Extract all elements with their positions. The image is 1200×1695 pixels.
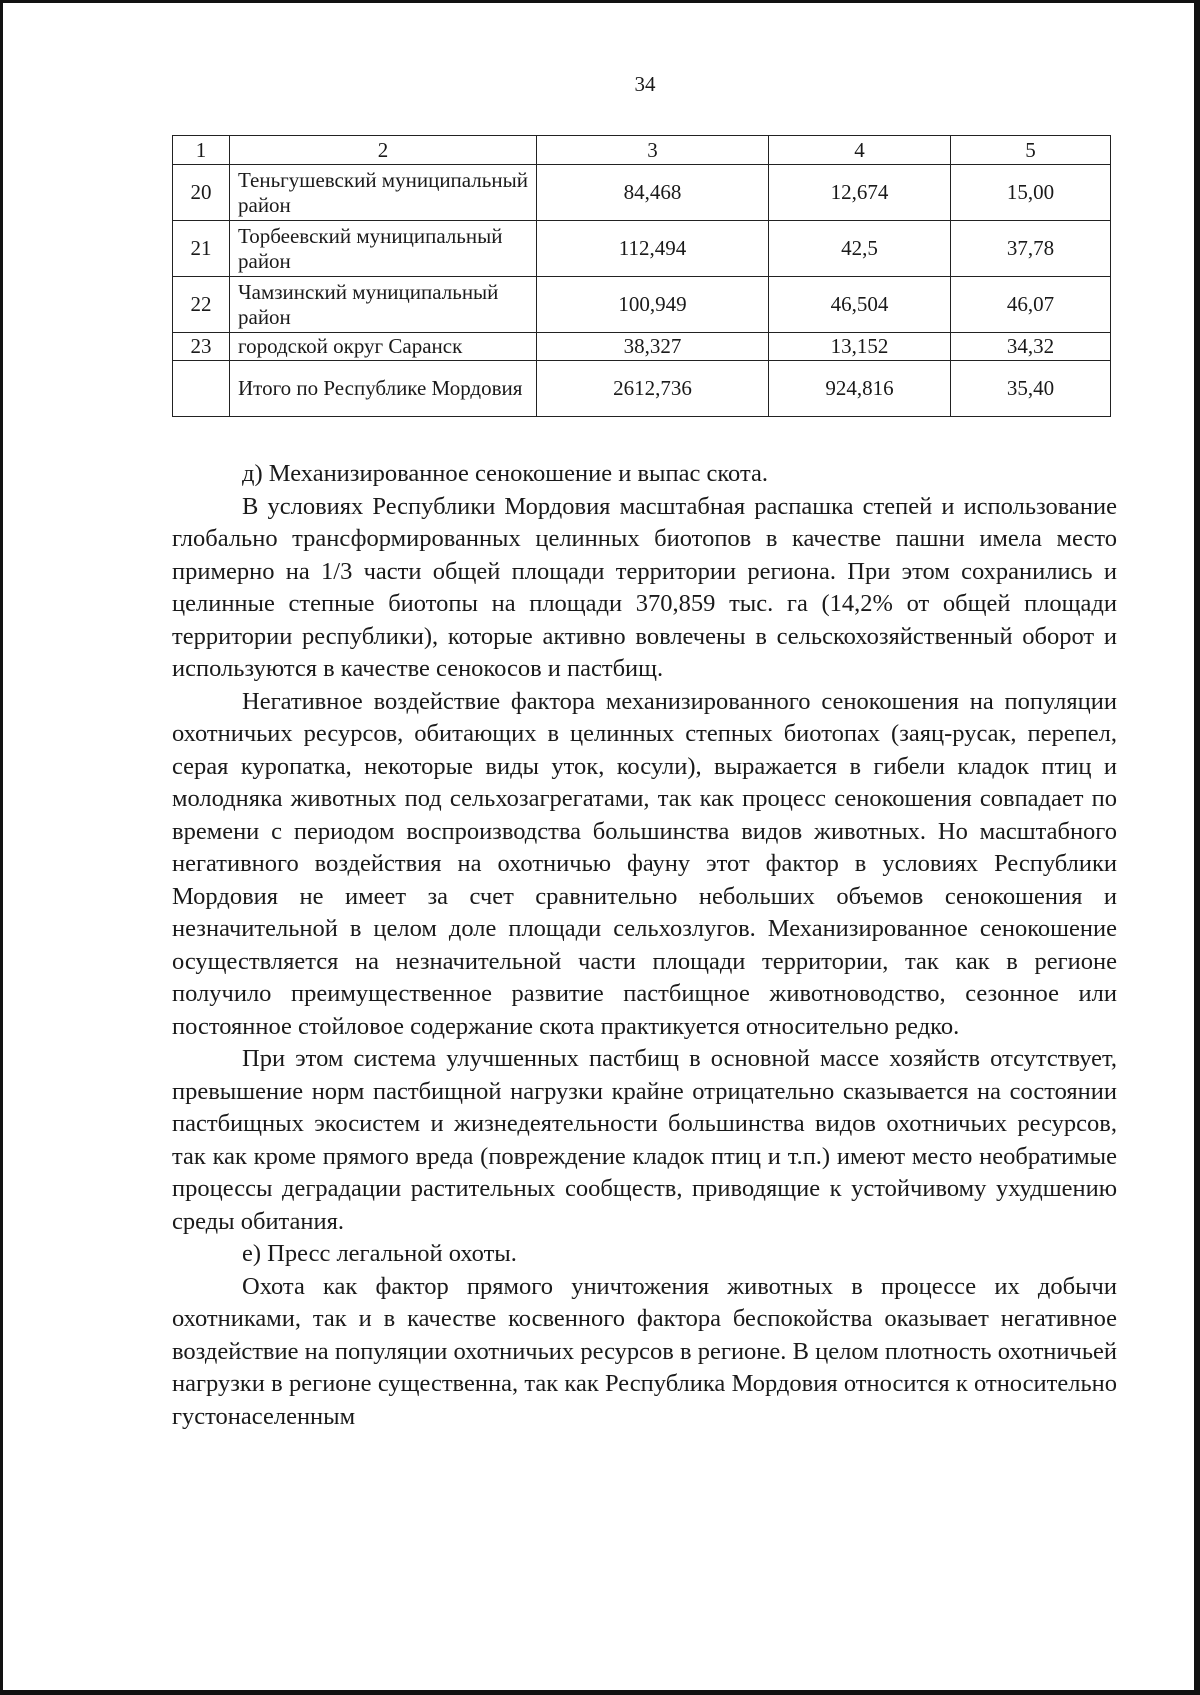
cell-col3: 112,494	[537, 221, 769, 277]
section-heading: е) Пресс легальной охоты.	[242, 1240, 517, 1267]
cell-col5: 34,32	[951, 333, 1111, 361]
column-header: 5	[951, 136, 1111, 165]
row-number: 22	[173, 277, 230, 333]
row-number: 20	[173, 165, 230, 221]
row-number: 21	[173, 221, 230, 277]
column-header: 2	[230, 136, 537, 165]
section-heading: д) Механизированное сенокошение и выпас скота.	[242, 460, 768, 487]
cell-col3: 100,949	[537, 277, 769, 333]
cell-col4: 13,152	[769, 333, 951, 361]
body-text	[172, 458, 1117, 1433]
cell-col5: 37,78	[951, 221, 1111, 277]
table-row	[173, 277, 1111, 333]
row-number	[173, 361, 230, 417]
paragraph: Охота как фактор прямого уничтожения животных в процессе их добычи охотниками, так и в качестве косвенного фактора беспокойства оказывает негативное воздействие на популяции охотничьих ресурсов в регионе. В целом плотность охотничьей нагрузки в регионе существенна, так как Республика Мордовия относится к относительно густонаселенным	[172, 1272, 1117, 1430]
paragraph: При этом система улучшенных пастбищ в основной массе хозяйств отсутствует, превышение норм пастбищной нагрузки крайне отрицательно сказывается на состоянии пастбищных экосистем и жизнедеятельности большинства видов охотничьих ресурсов, так как кроме прямого вреда (повреждение кладок птиц и т.п.) имеют место необратимые процессы деградации растительных сообществ, приводящие к устойчивому ухудшению среды обитания.	[172, 1045, 1117, 1235]
cell-col3: 84,468	[537, 165, 769, 221]
district-name: городской округ Саранск	[230, 333, 537, 361]
cell-col4: 12,674	[769, 165, 951, 221]
table-row	[173, 333, 1111, 361]
statistics-table	[172, 135, 1111, 417]
cell-col4: 924,816	[769, 361, 951, 417]
cell-col5: 46,07	[951, 277, 1111, 333]
total-label: Итого по Республике Мордовия	[230, 361, 537, 417]
paragraph: Негативное воздействие фактора механизированного сенокошения на популяции охотничьих ресурсов, обитающих в целинных степных биотопах (заяц-русак, перепел, серая куропатка, некоторые виды уток, косули), выражается в гибели кладок птиц и молодняка животных под сельхозагрегатами, так как процесс сенокошения совпадает по времени с периодом воспроизводства большинства видов животных. Но масштабного негативного воздействия на охотничью фауну этот фактор в условиях Республики Мордовия не имеет за счет сравнительно небольших объемов сенокошения и незначительной в целом доле площади сельхозлугов. Механизированное сенокошение осуществляется на незначительной части площади территории, так как в регионе получило преимущественное развитие пастбищное животноводство, сезонное или постоянное стойловое содержание скота практикуется относительно редко.	[172, 687, 1117, 1040]
paragraph: В условиях Республики Мордовия масштабная распашка степей и использование глобально трансформированных целинных биотопов в качестве пашни имела место примерно на 1/3 части общей площади территории региона. При этом сохранились и целинные степные биотопы на площади 370,859 тыс. га (14,2% от общей площади территории республики), которые активно вовлечены в сельскохозяйственный оборот и используются в качестве сенокосов и пастбищ.	[172, 492, 1117, 682]
table-total-row	[173, 361, 1111, 417]
table-header-row	[173, 136, 1111, 165]
cell-col3: 38,327	[537, 333, 769, 361]
cell-col5: 15,00	[951, 165, 1111, 221]
page-number: 34	[634, 72, 656, 96]
column-header: 1	[173, 136, 230, 165]
district-name: Чамзинский муниципальный район	[230, 277, 537, 333]
row-number: 23	[173, 333, 230, 361]
district-name: Торбеевский муниципальный район	[230, 221, 537, 277]
column-header: 3	[537, 136, 769, 165]
column-header: 4	[769, 136, 951, 165]
district-name: Теньгушевский муниципальный район	[230, 165, 537, 221]
table-row	[173, 165, 1111, 221]
cell-col3: 2612,736	[537, 361, 769, 417]
cell-col4: 46,504	[769, 277, 951, 333]
cell-col4: 42,5	[769, 221, 951, 277]
cell-col5: 35,40	[951, 361, 1111, 417]
table-row	[173, 221, 1111, 277]
